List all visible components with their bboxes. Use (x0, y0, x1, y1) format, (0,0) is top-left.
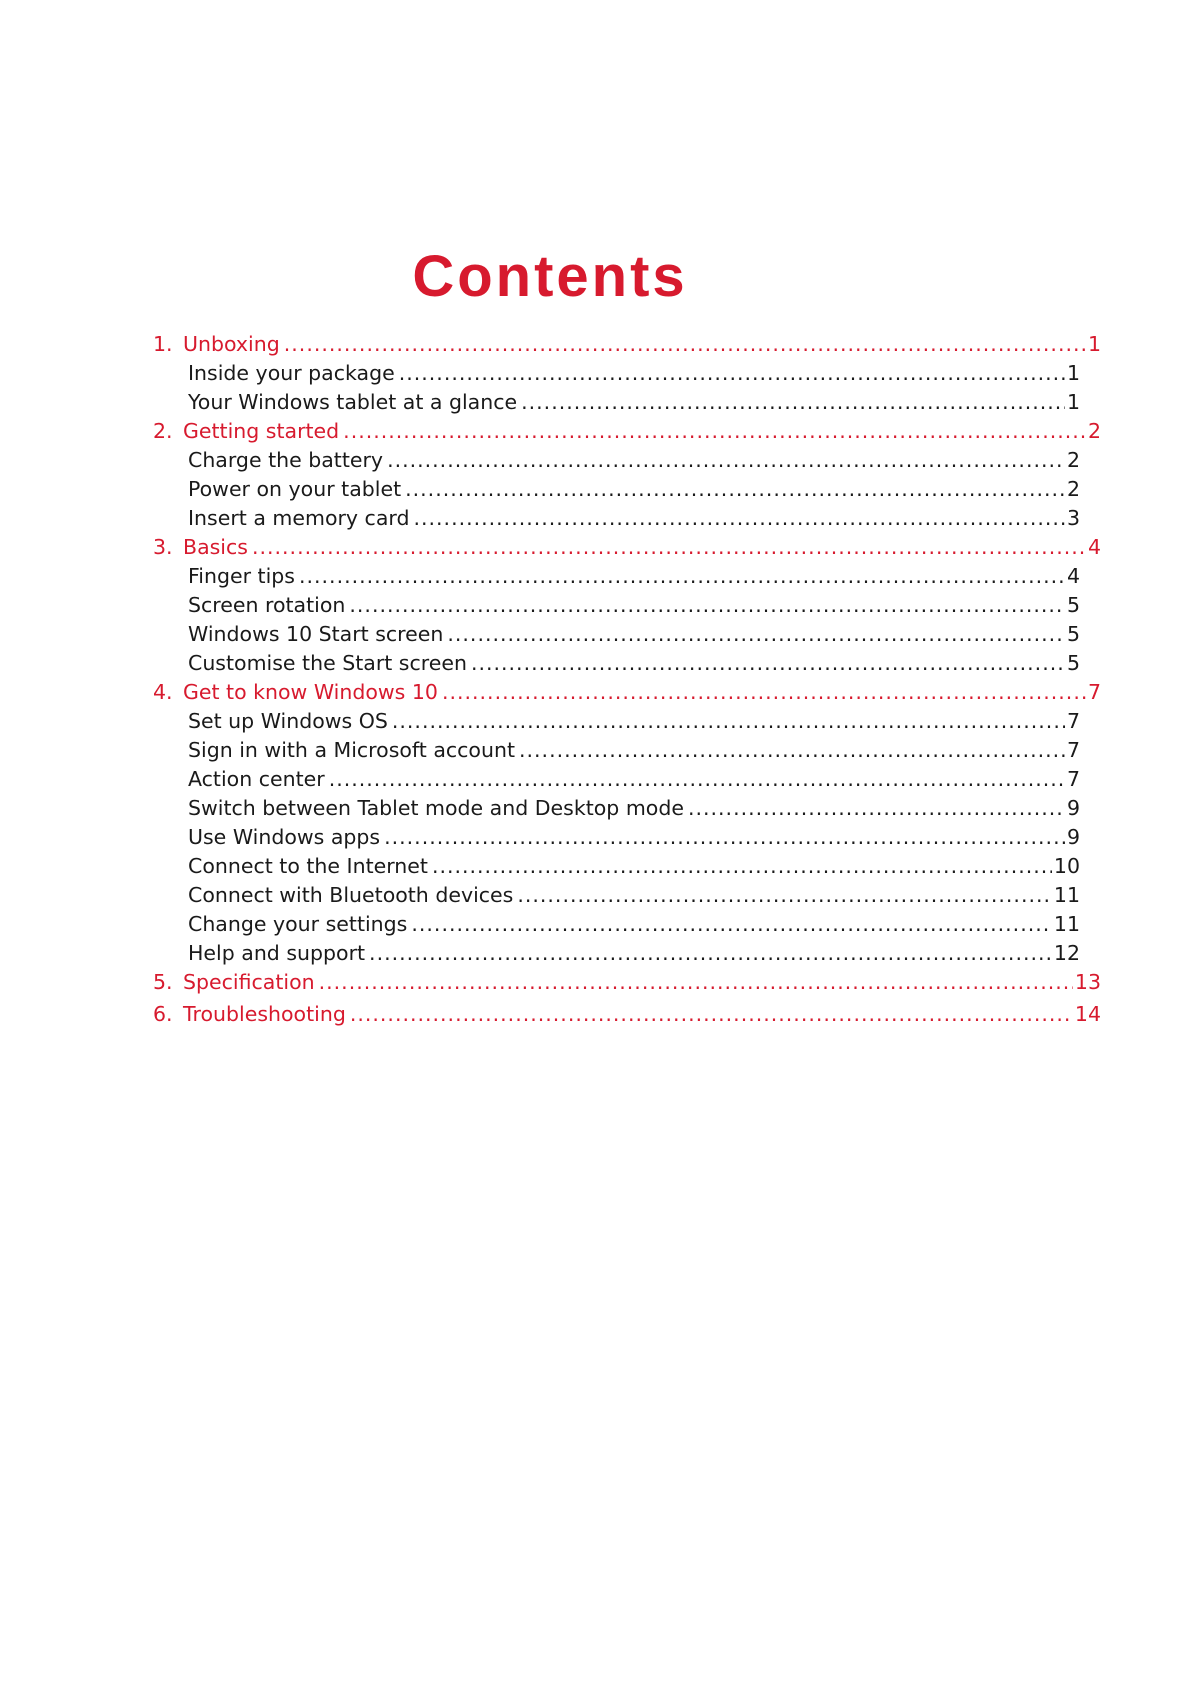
toc-item-insert-memory-card[interactable] (188, 504, 1080, 533)
toc-item-label: Finger tips (188, 564, 295, 588)
toc-item-label: Help and support (188, 941, 366, 965)
toc-item-label: Connect to the Internet (188, 854, 428, 878)
toc-page-number: 5 (1066, 622, 1080, 646)
toc-page-number: 2 (1066, 477, 1080, 501)
toc-item-tablet-at-a-glance[interactable] (188, 388, 1080, 417)
toc-page-number: 4 (1087, 535, 1101, 559)
toc-page-number: 12 (1053, 941, 1080, 965)
toc-item-start-screen[interactable] (188, 620, 1080, 649)
toc-item-help-support[interactable] (188, 939, 1080, 968)
toc-dot-leader (284, 330, 1086, 359)
toc-dot-leader (384, 823, 1065, 852)
toc-item-windows-apps[interactable] (188, 823, 1080, 852)
toc-chapter-label: Basics (183, 535, 248, 559)
toc-chapter-label: Get to know Windows 10 (183, 680, 438, 704)
toc-chapter-troubleshooting[interactable] (153, 1000, 1101, 1029)
toc-dot-leader (349, 591, 1065, 620)
toc-chapter-windows-10[interactable] (153, 678, 1101, 707)
toc-chapter-specification[interactable] (153, 968, 1101, 997)
toc-item-label: Screen rotation (188, 593, 346, 617)
toc-item-microsoft-account[interactable] (188, 736, 1080, 765)
toc-item-label: Sign in with a Microsoft account (188, 738, 515, 762)
toc-item-label: Change your settings (188, 912, 408, 936)
toc-dot-leader (447, 620, 1065, 649)
toc-item-label: Inside your package (188, 361, 395, 385)
toc-chapter-number: 3. (153, 535, 173, 559)
toc-dot-leader (471, 649, 1065, 678)
toc-item-change-settings[interactable] (188, 910, 1080, 939)
toc-item-power-on[interactable] (188, 475, 1080, 504)
toc-dot-leader (521, 388, 1065, 417)
toc-page-number: 7 (1066, 709, 1080, 733)
toc-chapter-label: Getting started (183, 419, 340, 443)
toc-dot-leader (299, 562, 1065, 591)
toc-page-number: 5 (1066, 593, 1080, 617)
toc-dot-leader (392, 707, 1065, 736)
toc-page-number: 11 (1053, 883, 1080, 907)
toc-page-number: 1 (1066, 390, 1080, 414)
toc-page-number: 10 (1053, 854, 1080, 878)
toc-dot-leader (399, 359, 1065, 388)
toc-page-number: 1 (1087, 332, 1101, 356)
toc-dot-leader (519, 736, 1065, 765)
toc-chapter-number: 6. (153, 1002, 173, 1026)
toc-dot-leader (411, 910, 1052, 939)
toc-dot-leader (442, 678, 1086, 707)
toc-chapter-label: Unboxing (183, 332, 280, 356)
toc-item-label: Windows 10 Start screen (188, 622, 444, 646)
toc-page-number: 1 (1066, 361, 1080, 385)
toc-page-number: 3 (1066, 506, 1080, 530)
toc-item-label: Switch between Tablet mode and Desktop mode (188, 796, 684, 820)
toc-page-number: 7 (1087, 680, 1101, 704)
toc-dot-leader (688, 794, 1065, 823)
toc-page-number: 11 (1053, 912, 1080, 936)
toc-chapter-number: 4. (153, 680, 173, 704)
toc-dot-leader (329, 765, 1065, 794)
toc-item-action-center[interactable] (188, 765, 1080, 794)
toc-chapter-label: Specification (183, 970, 315, 994)
toc-item-customise-start-screen[interactable] (188, 649, 1080, 678)
toc-item-label: Insert a memory card (188, 506, 410, 530)
page-title: Contents (412, 244, 688, 309)
toc-dot-leader (405, 475, 1065, 504)
toc-page-number: 4 (1066, 564, 1080, 588)
toc-page-number: 9 (1066, 796, 1080, 820)
toc-item-tablet-desktop-mode[interactable] (188, 794, 1080, 823)
toc-chapter-basics[interactable] (153, 533, 1101, 562)
toc-page-number: 14 (1074, 1002, 1101, 1026)
toc-item-charge-the-battery[interactable] (188, 446, 1080, 475)
toc-dot-leader (252, 533, 1086, 562)
toc-page-number: 5 (1066, 651, 1080, 675)
toc-dot-leader (387, 446, 1065, 475)
toc-page-number: 7 (1066, 767, 1080, 791)
toc-item-label: Charge the battery (188, 448, 384, 472)
toc-dot-leader (350, 1000, 1073, 1029)
toc-dot-leader (369, 939, 1052, 968)
toc-item-label: Use Windows apps (188, 825, 381, 849)
toc-item-label: Action center (188, 767, 325, 791)
toc-item-label: Power on your tablet (188, 477, 402, 501)
toc-page-number: 2 (1087, 419, 1101, 443)
toc-chapter-unboxing[interactable] (153, 330, 1101, 359)
toc-item-label: Customise the Start screen (188, 651, 467, 675)
toc-dot-leader (343, 417, 1086, 446)
toc-dot-leader (413, 504, 1064, 533)
toc-dot-leader (517, 881, 1052, 910)
toc-dot-leader (432, 852, 1052, 881)
toc-item-inside-your-package[interactable] (188, 359, 1080, 388)
toc-page-number: 2 (1066, 448, 1080, 472)
toc-item-finger-tips[interactable] (188, 562, 1080, 591)
toc-dot-leader (319, 968, 1073, 997)
toc-page-number: 7 (1066, 738, 1080, 762)
toc-item-label: Connect with Bluetooth devices (188, 883, 514, 907)
toc-chapter-number: 1. (153, 332, 173, 356)
toc-item-screen-rotation[interactable] (188, 591, 1080, 620)
toc-chapter-label: Troubleshooting (183, 1002, 346, 1026)
toc-page-number: 9 (1066, 825, 1080, 849)
toc-item-label: Set up Windows OS (188, 709, 388, 733)
toc-chapter-getting-started[interactable] (153, 417, 1101, 446)
toc-item-bluetooth[interactable] (188, 881, 1080, 910)
toc-item-connect-internet[interactable] (188, 852, 1080, 881)
toc-chapter-number: 2. (153, 419, 173, 443)
toc-item-label: Your Windows tablet at a glance (188, 390, 518, 414)
toc-page-number: 13 (1074, 970, 1101, 994)
toc-chapter-number: 5. (153, 970, 173, 994)
toc-item-set-up-windows[interactable] (188, 707, 1080, 736)
